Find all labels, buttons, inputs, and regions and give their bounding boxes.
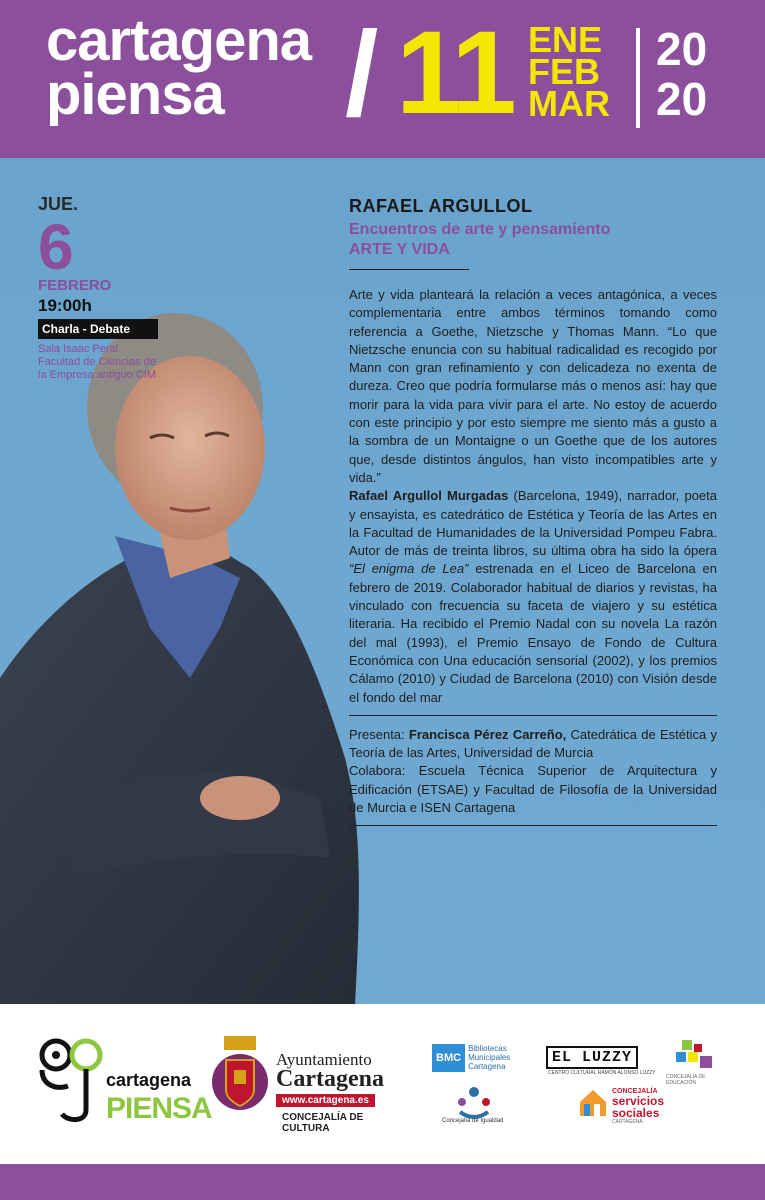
ayto-concejalia: CONCEJALÍA DE CULTURA — [282, 1112, 364, 1134]
bmc-line-3: Cartagena — [468, 1062, 506, 1071]
short-divider — [349, 269, 469, 270]
header-divider — [636, 28, 640, 128]
bio-work: “El enigma de Lea” — [349, 561, 469, 577]
ss-line-2b: sociales — [612, 1106, 660, 1120]
event-type-badge: Charla - Debate — [38, 319, 158, 339]
house-icon — [578, 1088, 608, 1118]
ayuntamiento-logo — [210, 1034, 400, 1134]
bio-paragraph — [349, 487, 717, 707]
event-description — [349, 196, 717, 836]
month-1: ENE — [528, 19, 603, 60]
talk-title: ARTE Y VIDA — [349, 241, 450, 258]
bmc-line-2: Municipales — [468, 1053, 511, 1062]
cubes-icon — [672, 1038, 718, 1074]
main-panel — [0, 158, 765, 1004]
brand-line-1: cartagena — [46, 8, 312, 73]
bmc-logo — [432, 1044, 510, 1074]
bmc-line-1: Bibliotecas — [468, 1044, 507, 1053]
month-2: FEB — [528, 51, 600, 92]
igualdad-label: Concejalía de Igualdad — [442, 1118, 504, 1124]
year-top: 20 — [656, 23, 708, 75]
intro-paragraph: Arte y vida planteará la relación a veces antagónica, a veces complementaria entre ambos términos tomando como referencia a Goethe, Nietzsche y Thomas Mann. “Lo que Nietzsche enuncia con su habitual radicalidad es recogido por Mann con gran refinamiento y con delicadeza no exenta de dureza. Creo que podría formularse más o menos así: hay que morir para la vida para vivir para el arte. No estoy de acuerdo con este principio y por esto siempre me siento más a gusto a la sombra de un Montaigne o un Goethe que de los autores que, desde distintos ángulos, han visto incompatibles arte y vida.” — [349, 287, 717, 485]
ss-line-2 — [612, 1095, 664, 1119]
servicios-sociales-logo — [578, 1088, 665, 1125]
ayto-line-2: Cartagena — [276, 1066, 384, 1092]
divider-2 — [349, 825, 717, 826]
presenter-paragraph — [349, 726, 717, 763]
bmc-text — [468, 1044, 510, 1071]
ayto-url: www.cartagena.es — [276, 1094, 375, 1107]
edition-months — [528, 19, 610, 124]
presenter-name: Francisca Pérez Carreño, — [408, 726, 567, 742]
sponsor-footer — [0, 1004, 765, 1164]
year-bottom: 20 — [656, 73, 708, 125]
event-month: FEBRERO — [38, 277, 112, 294]
event-date-block — [38, 194, 158, 382]
header-banner — [0, 0, 765, 158]
coat-of-arms-icon — [210, 1034, 270, 1118]
educacion-logo — [666, 1038, 718, 1086]
speaker-name: RAFAEL ARGULLOL — [349, 196, 533, 216]
brand-line-2: piensa — [46, 62, 224, 127]
cp-word-1: cartagena — [106, 1070, 192, 1090]
presenter-label: Presenta: — [349, 726, 409, 742]
cp-word-2: PIENSA — [106, 1092, 212, 1125]
divider-1 — [349, 715, 717, 716]
brand-slash: / — [345, 7, 379, 141]
series-title: Encuentros de arte y pensamiento — [349, 221, 611, 238]
ss-line-3: CARTAGENA — [612, 1119, 643, 1125]
luzzy-subtitle: CENTRO CULTURAL RAMÓN ALONSO LUZZY — [548, 1070, 656, 1076]
ss-line-1: CONCEJALÍA — [612, 1088, 658, 1095]
event-time: 19:00h — [38, 296, 92, 315]
event-venue: Sala Isaac Peral Facultad de Ciencias de la Empresa antiguo CIM — [38, 343, 157, 381]
edition-year — [656, 24, 707, 124]
event-day: 6 — [38, 211, 74, 283]
description-body — [349, 286, 717, 826]
cartagena-piensa-icon — [38, 1030, 108, 1130]
bio-name: Rafael Argullol Murgadas — [349, 488, 509, 504]
brand-title — [46, 8, 312, 127]
collaborators-paragraph: Colabora: Escuela Técnica Superior de Arquitectura y Edificación (ETSAE) y Facultad de Filosofía de la Universidad de Murcia e ISEN Cartagena — [349, 763, 717, 816]
bottom-bar — [0, 1164, 765, 1200]
bmc-abbr: BMC — [432, 1044, 465, 1072]
luzzy-logo: EL LUZZY — [546, 1046, 638, 1069]
presenter-role: Catedrática de Estética y Teoría de las Artes, Universidad de Murcia — [349, 726, 717, 761]
event-weekday: JUE. — [38, 194, 79, 214]
edu-label: CONCEJALÍA DE EDUCACIÓN — [666, 1074, 706, 1086]
cartagena-piensa-logo — [38, 1030, 212, 1130]
bio-text-1: (Barcelona, 1949), narrador, poeta y ensayista, es catedrático de Estética y Teoría de las Artes en la Facultad de Humanidades de la Universidad Pompeu Fabra. Autor de más de treinta libros, su última obra ha sido la ópera — [349, 488, 717, 559]
bio-text-2: estrenada en el Liceo de Barcelona en febrero de 2019. Colaborador habitual de diarios y revistas, ha vinculado con frecuencia su faceta de viajero y su estética literaria. Ha recibido el Premio Nadal con su novela La razón del mal (1993), el Premio Ensayo de Fondo de Cultura Económica con Una educación sensorial (2002), y los premios Cálamo (2010) y Ciudad de Barcelona (2010) con Visión desde el fondo del mar — [349, 561, 717, 705]
ss-line-2a: servicios — [612, 1094, 665, 1108]
ayto-line-1: Ayuntamiento — [276, 1050, 372, 1069]
edition-number: 11 — [396, 7, 513, 139]
month-3: MAR — [528, 83, 610, 124]
